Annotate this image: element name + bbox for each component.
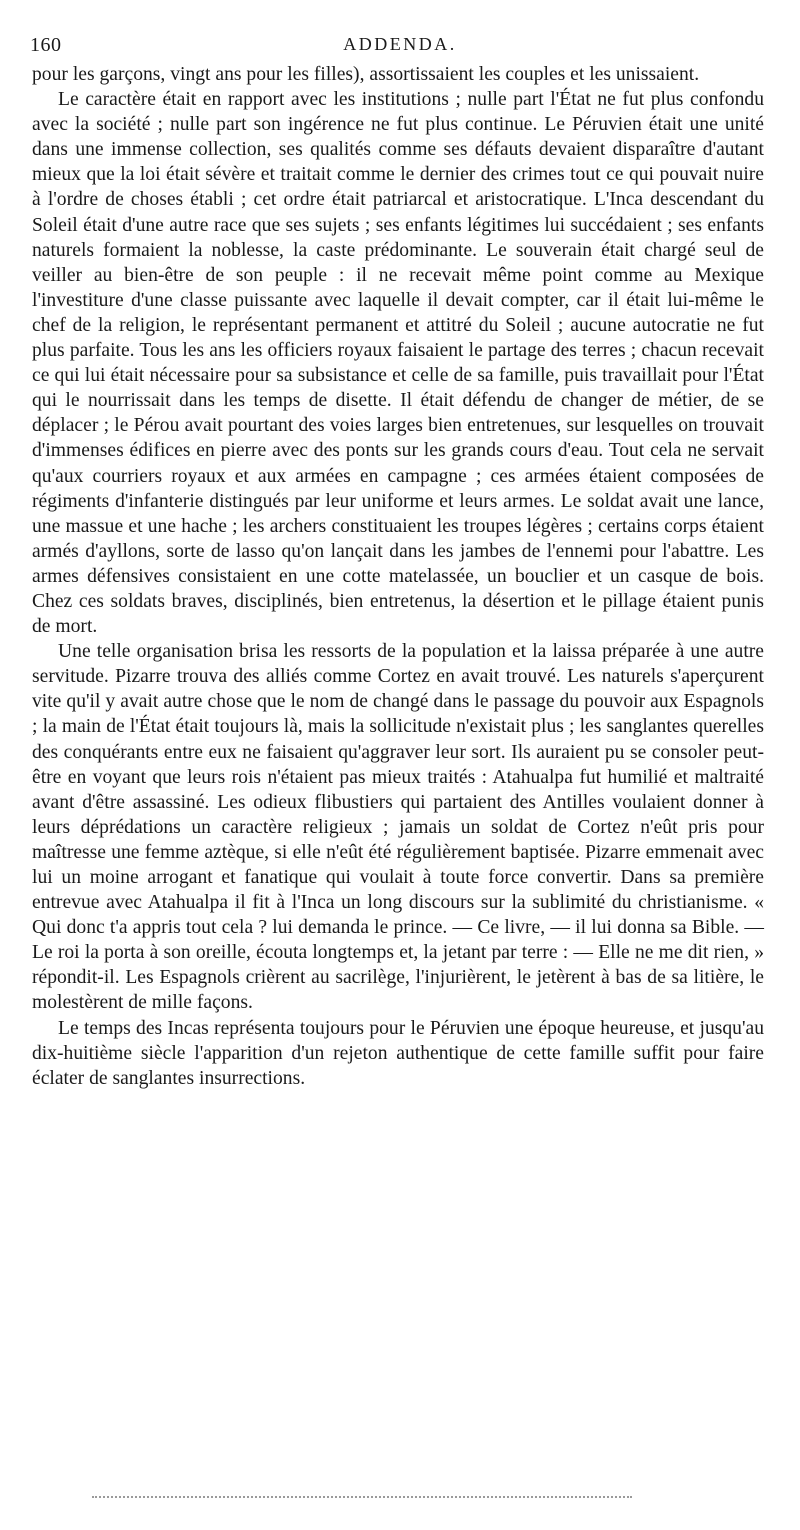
paragraph-organisation: Une telle organisation brisa les ressorts de la population et la laissa préparée à une autre servitude. Pizarre trouva des alliés comme Cortez en avait trouvé. Les naturels s'aperçurent vite qu'il y avait autre chose que le nom de changé dans le passage du pouvoir aux Espagnols ; la main de l'État était toujours là, mais la sollicitude n'existait plus ; les sanglantes querelles des conquérants entre eux ne faisaient qu'aggraver leur sort. Ils auraient pu se consoler peut-être en voyant que leurs rois n'étaient pas mieux traités : Atahualpa fut humilié et maltraité avant d'être assassiné. Les odieux flibustiers qui partaient des Antilles voulaient donner à leurs déprédations un caractère religieux ; jamais un soldat de Cortez n'eût pris pour maîtresse une femme aztèque, si elle n'eût été régulièrement baptisée. Pizarre emmenait avec lui un moine arrogant et fanatique qui voulait à toute force convertir. Dans sa première entrevue avec Atahualpa il fit à l'Inca un long discours sur la sublimité du christianisme. « Qui donc t'a appris tout cela ? lui demanda le prince. — Ce livre, — il lui donna sa Bible. — Le roi la porta à son oreille, écouta longtemps et, la jetant par terre : — Elle ne me dit rien, » répondit-il. Les Espagnols crièrent au sacrilège, l'injurièrent, le jetèrent à bas de sa litière, le molestèrent de mille façons. — [32, 641, 764, 1014]
paragraph-incas: Le temps des Incas représenta toujours pour le Péruvien une époque heureuse, et jusqu'au dix-huitième siècle l'apparition d'un rejeton authentique de cette famille suffit pour faire éclater de sanglantes insurrections. — [32, 1017, 764, 1089]
footer-dotted-rule — [92, 1496, 632, 1498]
running-title: ADDENDA. — [343, 34, 457, 54]
body-text — [32, 62, 764, 1091]
paragraph-character: Le caractère était en rapport avec les institutions ; nulle part l'État ne fut plus confondu avec la société ; nulle part son ingérence ne fut plus continue. Le Péruvien était une unité dans une immense collection, ses qualités comme ses défauts devaient disparaître d'autant mieux que la loi était sévère et traitait comme le dernier des crimes tout ce qui pouvait nuire à l'ordre de choses établi ; cet ordre était patriarcal et aristocratique. L'Inca descendant du Soleil était d'une autre race que ses sujets ; ses enfants légitimes lui succédaient ; ses enfants naturels formaient la noblesse, la caste prédominante. Le souverain était chargé seul de veiller au bien-être de son peuple : il ne recevait même point comme au Mexique l'investiture d'une classe puissante avec laquelle il devait compter, car il était lui-même le chef de la religion, le représentant permanent et attitré du Soleil ; aucune autocratie ne fut plus parfaite. Tous les ans les officiers royaux faisaient le partage des terres ; chacun recevait ce qui lui était nécessaire pour sa subsistance et celle de sa famille, puis travaillait pour l'État qui le nourrissait dans les temps de disette. Il était défendu de changer de métier, de se déplacer ; le Pérou avait pourtant des voies larges bien entretenues, sur lesquelles on trouvait d'immenses édifices en pierre avec des ponts sur les grands cours d'eau. Tout cela ne servait qu'aux courriers royaux et aux armées en campagne ; ces armées étaient composées de régiments d'infanterie distingués par leur uniforme et leurs armes. Le soldat avait une lance, une massue et une hache ; les archers constituaient les troupes légères ; certains corps étaient armés d'ayllons, sorte de lasso qu'on lançait dans les jambes de l'ennemi pour l'abattre. Les armes défensives consistaient en une cotte matelassée, un bouclier et un casque de bois. Chez ces soldats braves, disciplinés, bien entretenus, la désertion et le pillage étaient punis de mort. — [32, 89, 764, 638]
paragraph-continuation: pour les garçons, vingt ans pour les filles), assortissaient les couples et les unissaient. — [32, 64, 700, 85]
page-header — [30, 34, 770, 58]
page-number: 160 — [30, 34, 62, 56]
